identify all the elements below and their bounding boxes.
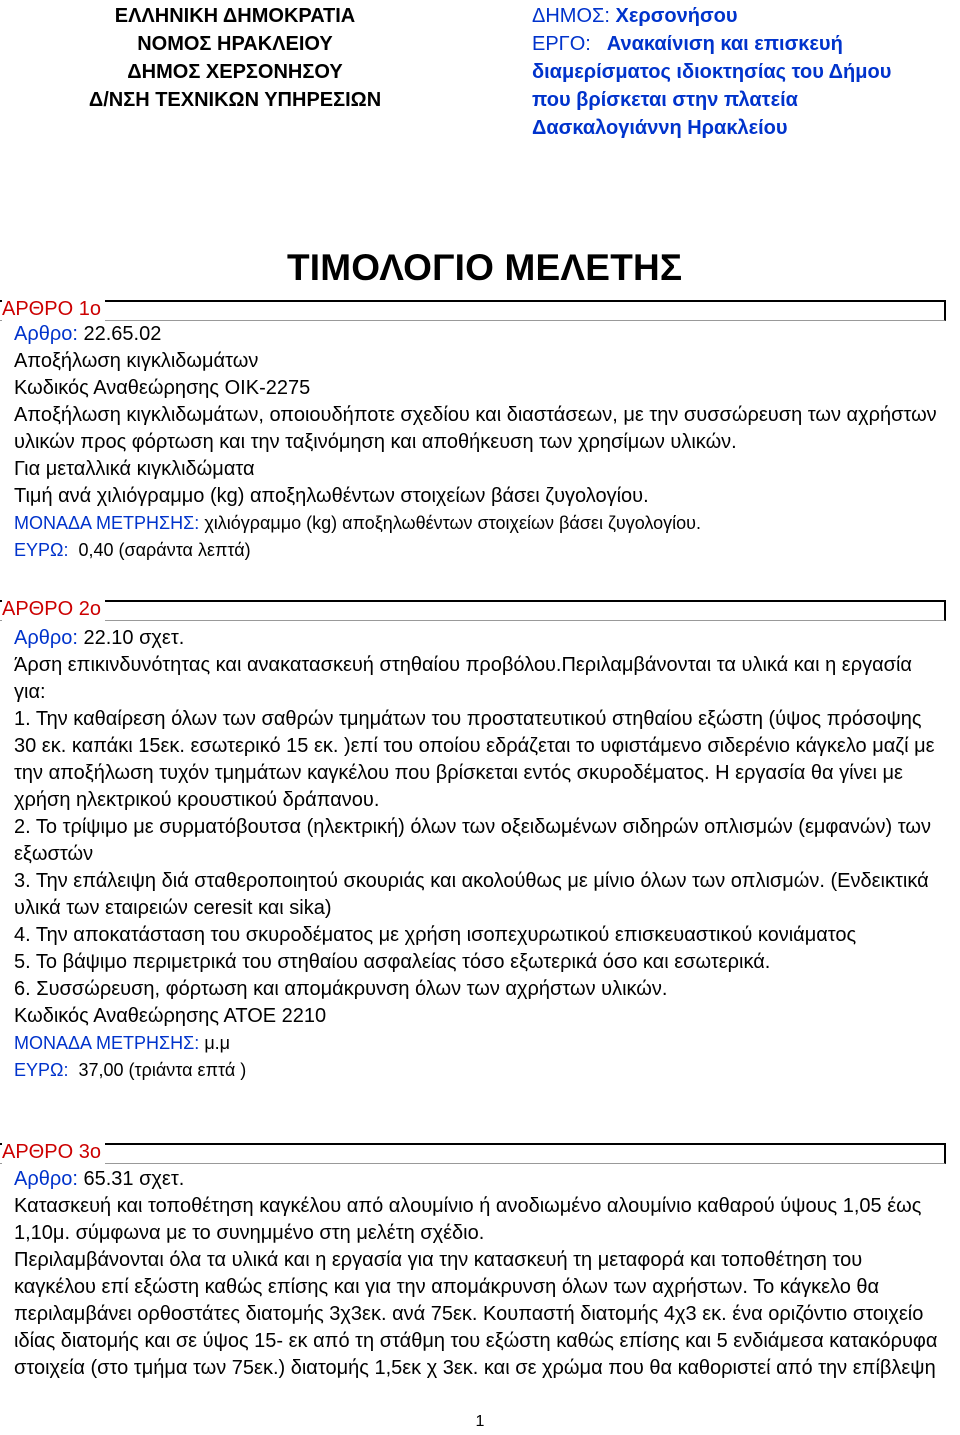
unit-label: ΜΟΝΑΔΑ ΜΕΤΡΗΣΗΣ: <box>14 513 200 533</box>
article-line: Κωδικός Αναθεώρησης ΟΙΚ-2275 <box>14 377 311 399</box>
article-header <box>0 597 946 621</box>
article-rule <box>0 1143 946 1164</box>
article-line: 2. Το τρίψιμο με συρματόβουτσα (ηλεκτρική) όλων των οξειδωμένων σιδηρών οπλισμών (εμφανών) των εξωστών <box>14 816 931 865</box>
unit-label: ΜΟΝΑΔΑ ΜΕΤΡΗΣΗΣ: <box>14 1033 200 1053</box>
header-left-line: ΝΟΜΟΣ ΗΡΑΚΛΕΙΟΥ <box>137 33 333 55</box>
municipality-value: Χερσονήσου <box>615 5 738 27</box>
code-value: 65.31 σχετ. <box>83 1168 185 1190</box>
project-line: Δασκαλογιάννη Ηρακλείου <box>532 117 788 139</box>
article-header <box>0 1140 946 1164</box>
code-label: Αρθρο: <box>14 323 78 345</box>
article-body <box>14 625 946 1084</box>
code-label: Αρθρο: <box>14 627 78 649</box>
price-value: 0,40 (σαράντα λεπτά) <box>78 540 251 560</box>
header-left-line: ΔΗΜΟΣ ΧΕΡΣΟΝΗΣΟΥ <box>127 61 343 83</box>
price-label: ΕΥΡΩ: <box>14 1060 69 1080</box>
article-line: 6. Συσσώρευση, φόρτωση και απομάκρυνση όλων των αχρήστων υλικών. <box>14 978 668 1000</box>
price-value: 37,00 (τριάντα επτά ) <box>78 1060 247 1080</box>
page-title: ΤΙΜΟΛΟΓΙΟ ΜΕΛΕΤΗΣ <box>287 247 683 288</box>
project-line: που βρίσκεται στην πλατεία <box>532 89 798 111</box>
code-label: Αρθρο: <box>14 1168 78 1190</box>
page-number: 1 <box>475 1413 485 1430</box>
article-line: 3. Την επάλειψη διά σταθεροποιητού σκουριάς και ακολούθως με μίνιο όλων των οπλισμών. (Ενδεικτικά υλικά των εταιρειών ceresit και sika) <box>14 870 929 919</box>
article-line: Άρση επικινδυνότητας και ανακατασκευή στηθαίου προβόλου.Περιλαμβάνονται τα υλικά και η εργασία για: <box>14 654 912 703</box>
header-right <box>532 2 952 142</box>
article-line: 1. Την καθαίρεση όλων των σαθρών τμημάτων του προστατευτικού στηθαίου εξώστη (ύψος πρόσοψης 30 εκ. καπάκι 15εκ. εσωτερικό 15 εκ. )επί του οποίου εδράζεται το υφιστάμενο σιδερένιο κάγκελο μαζί με την αποξήλωση τυχόν τμημάτων καγκέλου που βρίσκεται εντός σκυροδέματος. Η εργασία θα γίνει με χρήση ηλεκτρικού κρουστικού δράπανου. <box>14 708 935 811</box>
article-line: 4. Την αποκατάσταση του σκυροδέματος με χρήση ισοπεχυρωτικού επισκευαστικού κονιάματος <box>14 924 857 946</box>
code-value: 22.65.02 <box>83 323 162 345</box>
article-label: ΑΡΘΡΟ 3ο <box>2 1140 105 1164</box>
article-label: ΑΡΘΡΟ 1ο <box>2 297 105 321</box>
article-line: Κατασκευή και τοποθέτηση καγκέλου από αλουμίνιο ή ανοδιωμένο αλουμίνιο καθαρού ύψους 1,05 έως 1,10μ. σύμφωνα με το συνημμένο στη μελέτη σχέδιο. <box>14 1195 922 1244</box>
code-value: 22.10 σχετ. <box>83 627 185 649</box>
article-line: Τιμή ανά χιλιόγραμμο (kg) αποξηλωθέντων στοιχείων βάσει ζυγολογίου. <box>14 485 649 507</box>
header-left <box>0 2 470 114</box>
price-label: ΕΥΡΩ: <box>14 540 69 560</box>
header-left-line: ΕΛΛΗΝΙΚΗ ΔΗΜΟΚΡΑΤΙΑ <box>114 5 356 27</box>
article-body <box>14 321 946 564</box>
unit-value: χιλιόγραμμο (kg) αποξηλωθέντων στοιχείων βάσει ζυγολογίου. <box>204 513 701 533</box>
article-header <box>0 297 946 321</box>
article-line: 5. Το βάψιμο περιμετρικά του στηθαίου ασφαλείας τόσο εξωτερικά όσο και εσωτερικά. <box>14 951 771 973</box>
article-rule <box>0 300 946 321</box>
project-line: Ανακαίνιση και επισκευή <box>606 33 843 55</box>
project-label: ΕΡΓΟ: <box>532 33 591 55</box>
article-line: Περιλαμβάνονται όλα τα υλικά και η εργασία για την κατασκευή τη μεταφορά και τοποθέτηση του καγκέλου επί εξώστη καθώς επίσης και για την απομάκρυνση όλων των αχρήστων. Το κάγκελο θα περιλαμβάνει ορθοστάτες διατομής 3χ3εκ. ανά 75εκ. Κουπαστή διατομής 4χ3 εκ. ένα οριζόντιο στοιχείο ιδίας διατομής και σε ύψος 15- εκ από τη στάθμη του εξώστη καθώς επίσης και 5 ενδιάμεσα κατακόρυφα στοιχεία (στο τμήμα των 75εκ.) διατομής 1,5εκ χ 3εκ. και σε χρώμα που θα καθοριστεί από την επίβλεψη <box>14 1249 938 1379</box>
article-line: Αποξήλωση κιγκλιδωμάτων, οποιουδήποτε σχεδίου και διαστάσεων, με την συσσώρευση των αχρήστων υλικών προς φόρτωση και την ταξινόμηση και αποθήκευση των χρησίμων υλικών. <box>14 404 937 453</box>
municipality-label: ΔΗΜΟΣ: <box>532 5 610 27</box>
article-line: Κωδικός Αναθεώρησης ΑΤΟΕ 2210 <box>14 1005 327 1027</box>
header-left-line: Δ/ΝΣΗ ΤΕΧΝΙΚΩΝ ΥΠΗΡΕΣΙΩΝ <box>88 89 382 111</box>
article-line: Αποξήλωση κιγκλιδωμάτων <box>14 350 259 372</box>
article-label: ΑΡΘΡΟ 2ο <box>2 597 105 621</box>
unit-value: μ.μ <box>204 1033 231 1053</box>
article-rule <box>0 600 946 621</box>
article-line: Για μεταλλικά κιγκλιδώματα <box>14 458 255 480</box>
project-line: διαμερίσματος ιδιοκτησίας του Δήμου <box>532 61 892 83</box>
article-body <box>14 1166 946 1382</box>
